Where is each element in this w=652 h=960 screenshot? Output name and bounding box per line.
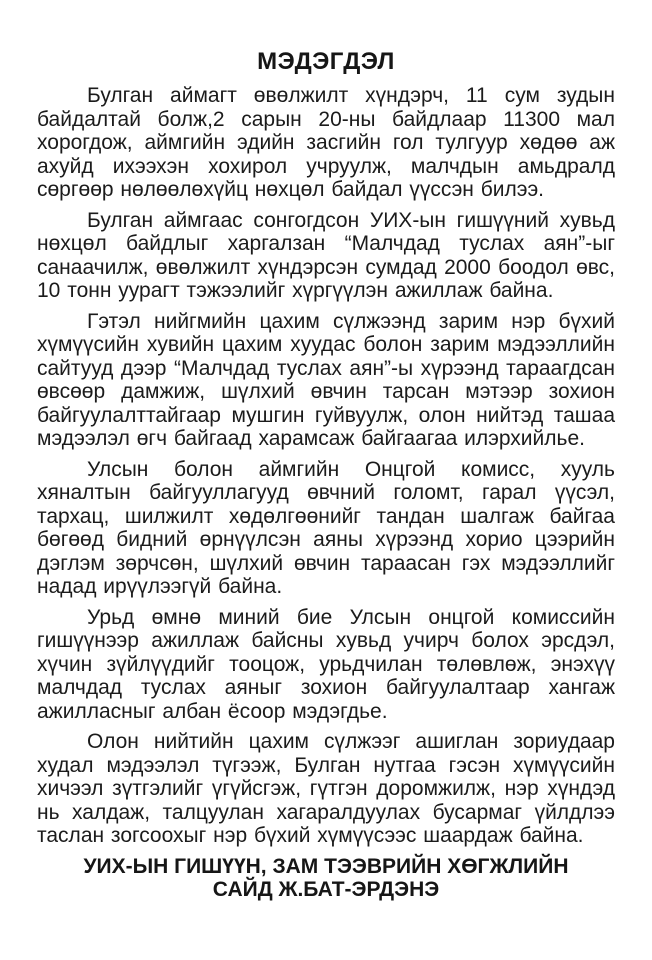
paragraph-2: Булган аймгаас сонгогдсон УИХ-ын гишүүний хувьд нөхцөл байдлыг харгалзан “Малчдад туслах аян”-ыг санаачилж, өвөлжилт хүндэрсэн сумдад 2000 боодол өвс, 10 тонн уурагт тэжээлийг хүргүүлэн ажиллаж байна. [37,208,615,302]
signature-line-2: САЙД Ж.БАТ-ЭРДЭНЭ [212,878,440,901]
paragraph-4: Улсын болон аймгийн Онцгой комисс, хууль хяналтын байгууллагууд өвчний голомт, гарал үүсэл, тархац, шилжилт хөдөлгөөнийг тандан шалгаж байгаа бөгөөд бидний өрнүүлсэн аяны хүрээнд хорио цээрийн дэглэм зөрчсөн, шүлхий өвчин тараасан гэх мэдээллийг надад ирүүлээгүй байна. [37,457,615,598]
paragraph-1: Булган аймагт өвөлжилт хүндэрч, 11 сум зудын байдалтай болж,2 сарын 20-ны байдлаар 11300 мал хорогдож, аймгийн эдийн засгийн гол тулгуур хөдөө аж ахуйд ихээхэн хохирол учруулж, малчдын амьдралд сөргөөр нөлөөлөхүйц нөхцөл байдал үүссэн билээ. [37,84,615,201]
paragraph-6: Олон нийтийн цахим сүлжээг ашиглан зориудаар худал мэдээлэл түгээж, Булган нутгаа гэсэн хүмүүсийн хичээл зүтгэлийг үгүйсгэж, гүтгэн доромжилж, нэр хүндэд нь халдаж, талцуулан хагаралдуулах бусармаг үйлдлээ таслан зогсоохыг нэр бүхий хүмүүсээс шаардаж байна. [37,730,615,847]
paragraph-5: Урьд өмнө миний бие Улсын онцгой комиссийн гишүүнээр ажиллаж байсны хувьд учирч болох эрсдэл, хүчин зүйлүүдийг тооцож, урьдчилан төлөвлөж, энэхүү малчдад туслах аяныг зохион байгуулалтаар хангаж ажилласныг албан ёсоор мэдэгдье. [37,605,615,723]
signature-line-1: УИХ-ЫН ГИШҮҮН, ЗАМ ТЭЭВРИЙН ХӨГЖЛИЙН [83,854,569,878]
document-title: МЭДЭГДЭЛ [257,48,395,75]
signature-block [37,855,615,902]
paragraph-3: Гэтэл нийгмийн цахим сүлжээнд зарим нэр бүхий хүмүүсийн хувийн цахим хуудас болон зарим мэдээллийн сайтууд дээр “Малчдад туслах аян”-ы хүрээнд тараагдсан өвсөөр дамжиж, шүлхий өвчин тарсан мэтээр зохион байгуулалттайгаар мушгин гуйвуулж, олон нийтэд ташаа мэдээлэл өгч байгаад харамсаж байгаагаа илэрхийлье. [37,309,615,450]
